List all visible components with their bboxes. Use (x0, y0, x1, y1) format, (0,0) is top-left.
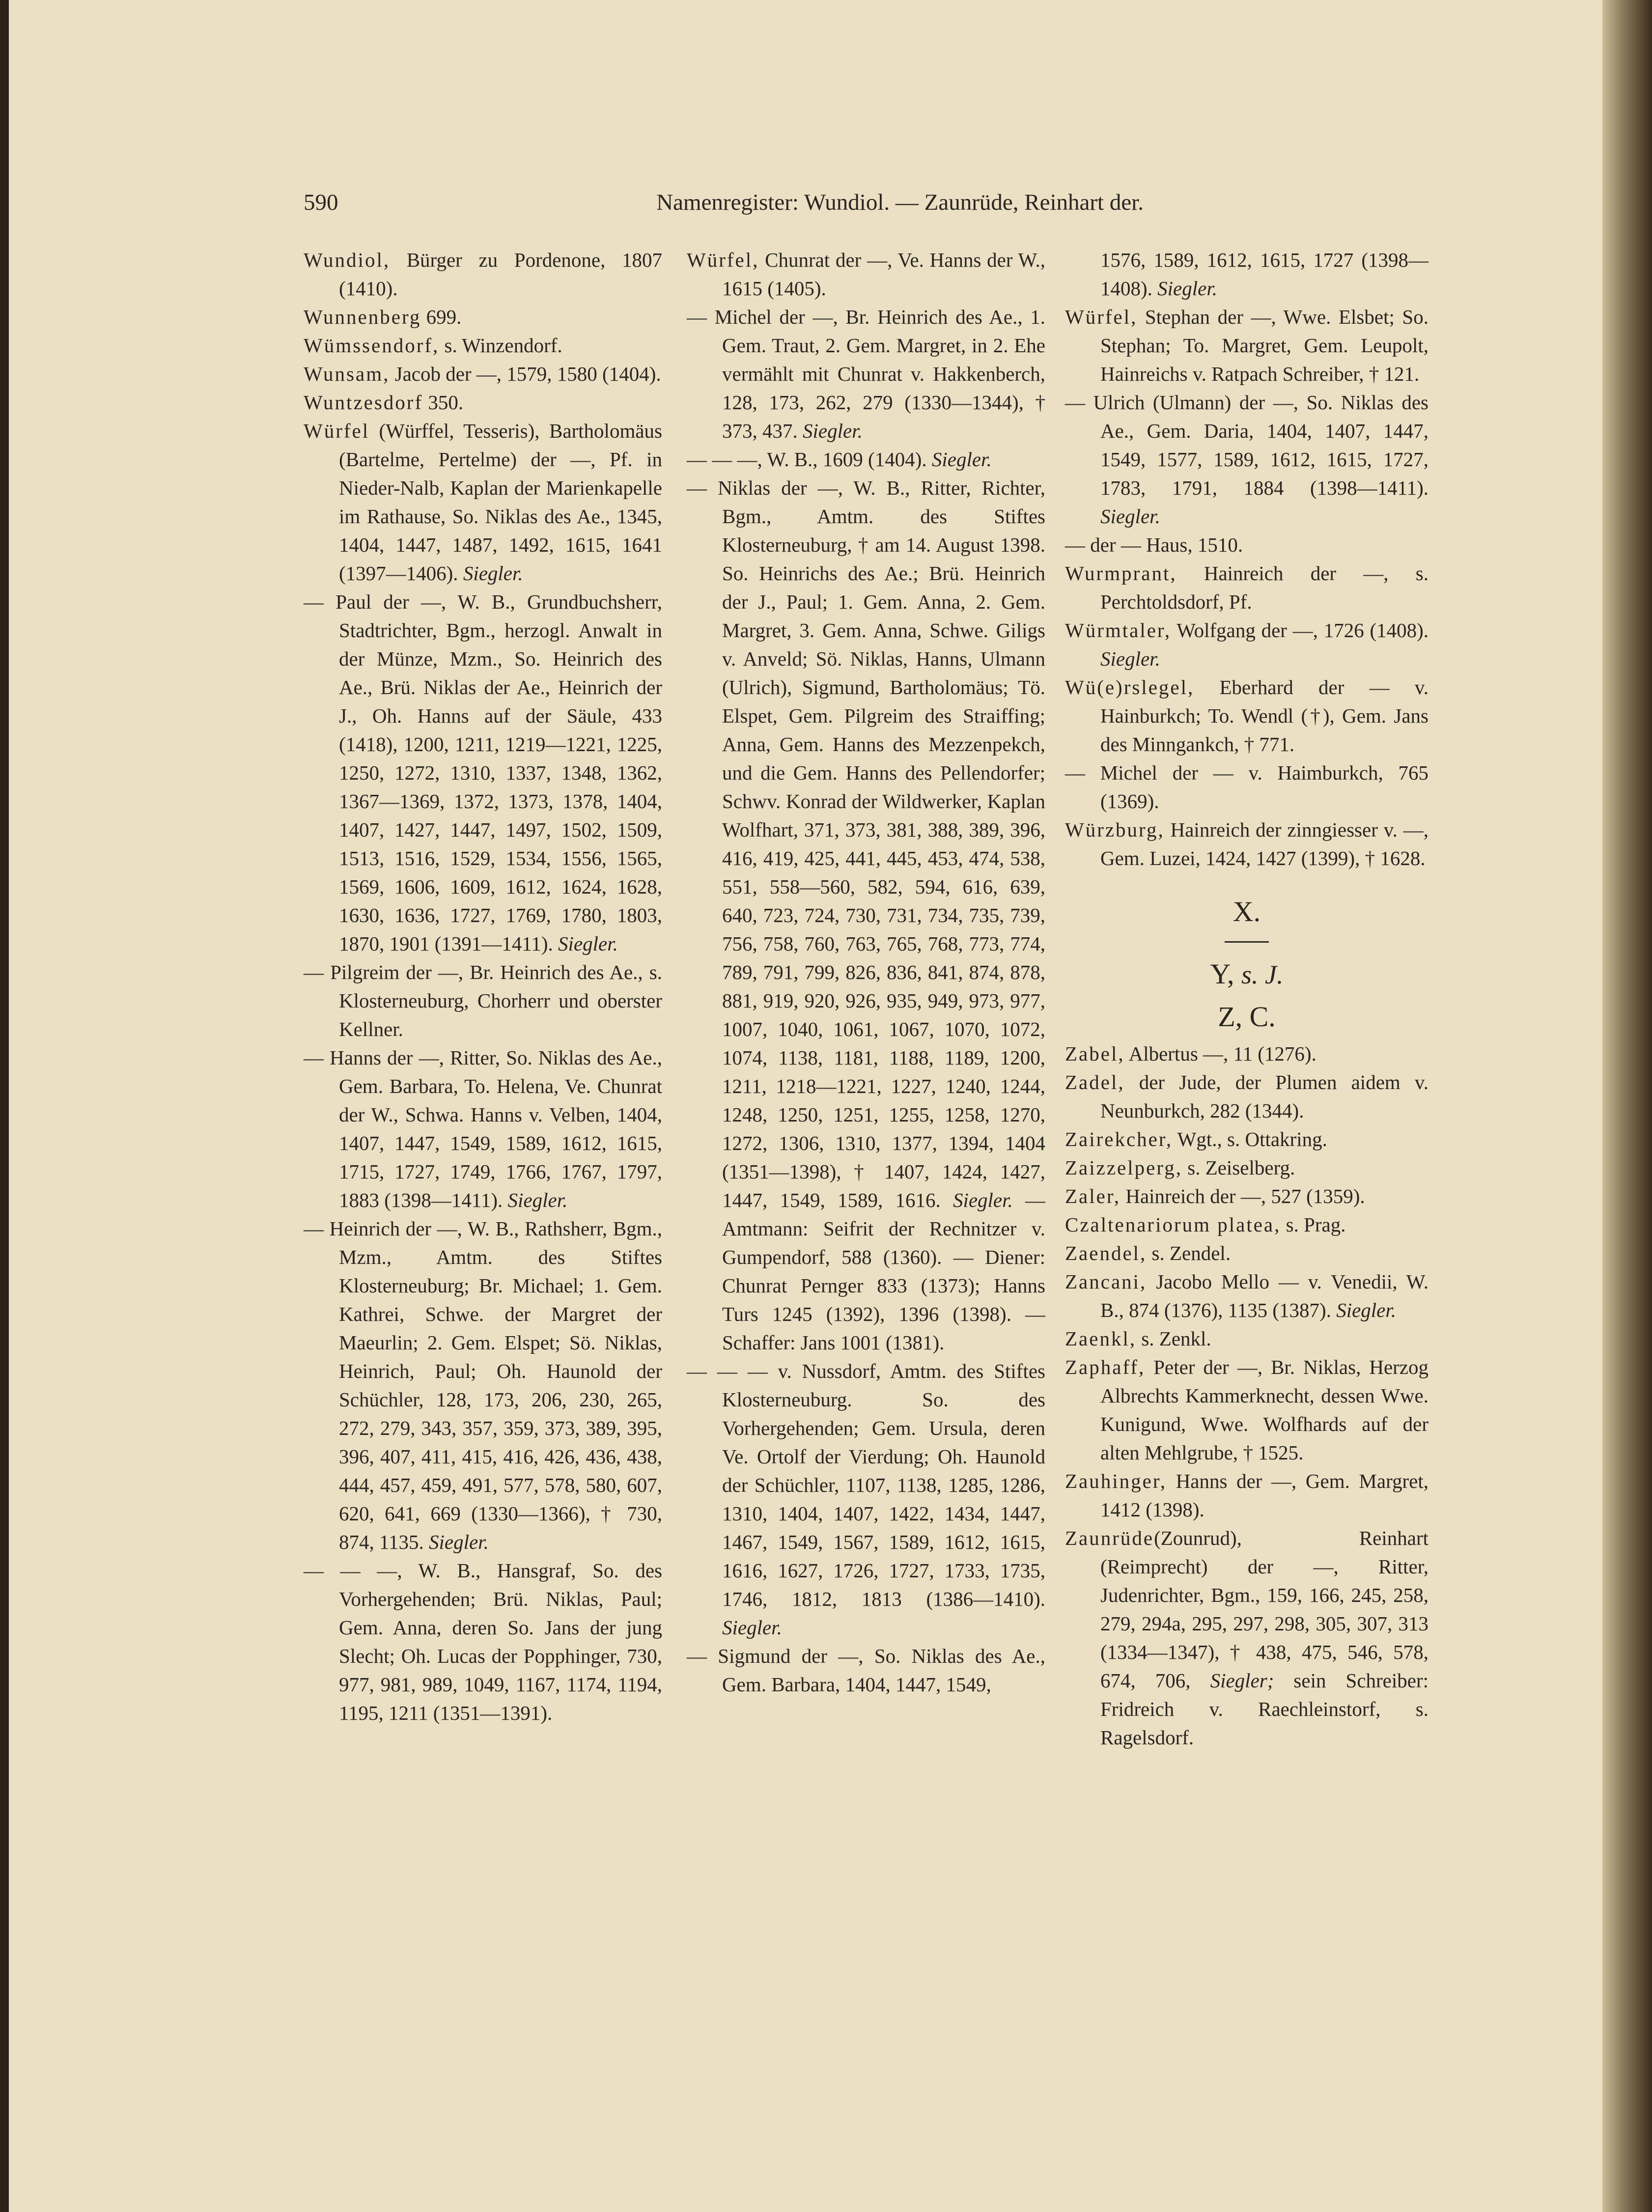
running-head: Namenregister: Wundiol. — Zaunrüde, Reinhart der. (656, 190, 1144, 215)
index-entry-wuntzesdorf: Wuntzesdorf 350. (304, 391, 464, 414)
index-entry-wuerfel-michel: — Michel der —, Br. Heinrich des Ae., 1. Gem. Traut, 2. Gem. Margret, in 2. Ehe vermählt mit Chunrat v. Hakkenberch, 128, 173, 262, 279 (1330—1344), † 373, 437. Siegler. (687, 306, 1045, 442)
section-heading-z: Z, C. (1218, 1001, 1276, 1033)
index-entry-wuerslegel-michel: — Michel der — v. Haimburkch, 765 (1369). (1065, 761, 1428, 812)
book-spine-edge (1602, 0, 1652, 2212)
index-entry-wuerfel-ulrich: — Ulrich (Ulmann) der —, So. Niklas des Ae., Gem. Daria, 1404, 1407, 1447, 1549, 1577, 1589, 1612, 1615, 1727, 1783, 1791, 1884 (1398—1411). Siegler. (1065, 391, 1428, 528)
index-entry-wunnenberg: Wunnenberg 699. (304, 306, 462, 328)
index-entry-zaendel: Zaendel, s. Zendel. (1065, 1242, 1231, 1264)
index-entry-wuerfel-heinrich: — Heinrich der —, W. B., Rathsherr, Bgm., Mzm., Amtm. des Stiftes Klosterneuburg; Br. Michael; 1. Gem. Kathrei, Schwe. der Margret der Maeurlin; 2. Gem. Elspet; Sö. Niklas, Heinrich, Paul; Oh. Haunold der Schüchler, 128, 173, 206, 230, 265, 272, 279, 343, 357, 359, 373, 389, 395, 396, 407, 411, 415, 416, 426, 436, 438, 444, 457, 459, 491, 577, 578, 580, 607, 620, 641, 669 (1330—1366), † 730, 874, 1135. Siegler. (304, 1217, 662, 1553)
index-entry-zaunruede: Zaunrüde(Zounrud), Reinhart (Reimprecht) der —, Ritter, Judenrichter, Bgm., 159, 166, 245, 258, 279, 294a, 295, 297, 298, 305, 307, 313 (1334—1347), † 438, 475, 546, 578, 674, 706, Siegler; sein Schreiber: Fridreich v. Raechleinstorf, s. Ragelsdorf. (1065, 1527, 1429, 1749)
section-rule (1225, 941, 1269, 943)
index-entry-wuerfel-stephan: Würfel, Stephan der —, Wwe. Elsbet; So. Stephan; To. Margret, Gem. Leupolt, Hainreichs v. Ratpach Schreiber, † 121. (1065, 306, 1428, 385)
index-entry-czaltenariorum: Czaltenariorum platea, s. Prag. (1065, 1213, 1346, 1236)
page-header (304, 189, 1144, 228)
index-entry-wuerfel-sigmund-cont: 1576, 1589, 1612, 1615, 1727 (1398—1408). Siegler. (1100, 249, 1428, 300)
index-entry-wuerfel-pilgreim: — Pilgreim der —, Br. Heinrich des Ae., s. Klosterneuburg, Chorherr und oberster Kellner. (304, 961, 662, 1040)
index-entry-zadel: Zadel, der Jude, der Plumen aidem v. Neunburkch, 282 (1344). (1065, 1071, 1428, 1122)
section-heading-x: X. (1232, 896, 1261, 927)
book-page (9, 0, 1615, 2212)
index-entry-wuerfel-niklas: — Niklas der —, W. B., Ritter, Richter, Bgm., Amtm. des Stiftes Klosterneuburg, † am 14. August 1398. So. Heinrichs des Ae.; Brü. Heinrich der J., Paul; 1. Gem. Anna, 2. Gem. Margret, 3. Gem. Anna, Schwe. Giligs v. Anveld; Sö. Niklas, Hanns, Ulmann (Ulrich), Sigmund, Bartholomäus; Tö. Elspet, Gem. Pilgreim des Straiffing; Anna, Gem. Hanns des Mezzenpekch, und die Gem. Hanns des Pellendorfer; Schwv. Konrad der Wildwerker, Kaplan Wolfhart, 371, 373, 381, 388, 389, 396, 416, 419, 425, 441, 445, 453, 474, 538, 551, 558—560, 582, 594, 616, 639, 640, 723, 724, 730, 731, 734, 735, 739, 756, 758, 760, 763, 765, 768, 773, 774, 789, 791, 799, 826, 836, 841, 874, 878, 881, 919, 920, 926, 935, 949, 973, 977, 1007, 1040, 1061, 1067, 1070, 1072, 1074, 1138, 1181, 1188, 1189, 1200, 1211, 1218—1221, 1227, 1240, 1244, 1248, 1250, 1251, 1255, 1258, 1270, 1272, 1306, 1310, 1377, 1394, 1404 (1351—1398), † 1407, 1424, 1427, 1447, 1549, 1589, 1616. Siegler. — Amtmann: Seifrit der Rechnitzer v. Gumpendorf, 588 (1360). — Diener: Chunrat Pernger 833 (1373); Hanns Turs 1245 (1392), 1396 (1398). — Schaffer: Jans 1001 (1381). (687, 476, 1046, 1354)
index-entry-wunsam: Wunsam, Jacob der —, 1579, 1580 (1404). (304, 363, 661, 385)
index-column-1 (304, 246, 662, 1727)
index-entry-wuerzburg: Würzburg, Hainreich der zinngiesser v. —, Gem. Luzei, 1424, 1427 (1399), † 1628. (1065, 818, 1428, 869)
index-column-2 (687, 246, 1045, 1699)
index-entry-wuerfel-paul: — Paul der —, W. B., Grundbuchsherr, Stadtrichter, Bgm., herzogl. Anwalt in der Münze, Mzm., So. Heinrich des Ae., Brü. Niklas der Ae., Heinrich der J., Oh. Hanns auf der Säule, 433 (1418), 1200, 1211, 1219—1221, 1225, 1250, 1272, 1310, 1337, 1348, 1362, 1367—1369, 1372, 1373, 1378, 1404, 1407, 1427, 1447, 1497, 1502, 1509, 1513, 1516, 1529, 1534, 1556, 1565, 1569, 1606, 1609, 1612, 1624, 1628, 1630, 1636, 1727, 1769, 1780, 1803, 1870, 1901 (1391—1411). Siegler. (304, 590, 662, 955)
index-entry-zaizzelperg: Zaizzelperg, s. Zeiselberg. (1065, 1156, 1295, 1179)
index-entry-wurmprant: Wurmprant, Hainreich der —, s. Perchtoldsdorf, Pf. (1065, 562, 1428, 613)
index-entry-wuerslegel: Wü(e)rslegel, Eberhard der — v. Hainburkch; To. Wendl (†), Gem. Jans des Minngankch, † 771. (1065, 676, 1428, 756)
index-entry-zairekcher: Zairekcher, Wgt., s. Ottakring. (1065, 1128, 1327, 1150)
index-entry-wundiol: Wundiol, Bürger zu Pordenone, 1807 (1410). (304, 249, 662, 300)
index-entry-wuerfel-bartholomaeus: Würfel (Würffel, Tesseris), Bartholomäus (Bartelme, Pertelme) der —, Pf. in Nieder-Nalb, Kaplan der Marienkapelle im Rathause, So. Niklas des Ae., 1345, 1404, 1447, 1487, 1492, 1615, 1641 (1397—1406). Siegler. (304, 420, 662, 585)
index-entry-wuerfel-sigmund: — Sigmund der —, So. Niklas des Ae., Gem. Barbara, 1404, 1447, 1549, (687, 1645, 1045, 1696)
index-entry-zaler: Zaler, Hainreich der —, 527 (1359). (1065, 1185, 1365, 1207)
page-number: 590 (304, 190, 338, 215)
index-entry-wuerfel-chunrat: Würfel, Chunrat der —, Ve. Hanns der W., 1615 (1405). (687, 249, 1045, 300)
index-entry-wuerfel-michel-wb: — — —, W. B., 1609 (1404). Siegler. (687, 448, 992, 471)
index-entry-zabel: Zabel, Albertus —, 11 (1276). (1065, 1042, 1316, 1065)
index-entry-zaenkl: Zaenkl, s. Zenkl. (1065, 1327, 1211, 1350)
section-heading-y: Y, s. J. (1210, 958, 1284, 990)
index-entry-wuermtaler: Würmtaler, Wolfgang der —, 1726 (1408). Siegler. (1065, 619, 1428, 670)
index-entry-wuemssendorf: Wümssendorf, s. Winzendorf. (304, 334, 562, 357)
index-entry-wuerfel-heinrich-son: — — —, W. B., Hansgraf, So. des Vorhergehenden; Brü. Niklas, Paul; Gem. Anna, deren So. Jans der jung Slecht; Oh. Lucas der Popphinger, 730, 977, 981, 989, 1049, 1167, 1174, 1194, 1195, 1211 (1351—1391). (304, 1559, 662, 1724)
index-entry-zancani: Zancani, Jacobo Mello — v. Venedii, W. B., 874 (1376), 1135 (1387). Siegler. (1065, 1270, 1428, 1321)
index-entry-wuerfel-hanns: — Hanns der —, Ritter, So. Niklas des Ae., Gem. Barbara, To. Helena, Ve. Chunrat der W., Schwa. Hanns v. Velben, 1404, 1407, 1447, 1549, 1589, 1612, 1615, 1715, 1727, 1749, 1766, 1767, 1797, 1883 (1398—1411). Siegler. (304, 1046, 662, 1211)
index-entry-zaphaff: Zaphaff, Peter der —, Br. Niklas, Herzog Albrechts Kammerknecht, dessen Wwe. Kunigund, Wwe. Wolfhards auf der alten Mehlgrube, † 1525. (1065, 1356, 1428, 1464)
index-entry-wuerfel-haus: — der — Haus, 1510. (1065, 533, 1243, 556)
index-entry-wuerfel-niklas-nussdorf: — — — v. Nussdorf, Amtm. des Stiftes Klosterneuburg. So. des Vorhergehenden; Gem. Ursula, deren Ve. Ortolf der Vierdung; Oh. Haunold der Schüchler, 1107, 1138, 1285, 1286, 1310, 1404, 1407, 1422, 1434, 1447, 1467, 1549, 1567, 1589, 1612, 1615, 1616, 1627, 1726, 1727, 1733, 1735, 1746, 1812, 1813 (1386—1410). Siegler. (687, 1360, 1045, 1639)
index-entry-zauhinger: Zauhinger, Hanns der —, Gem. Margret, 1412 (1398). (1065, 1470, 1428, 1521)
index-column-3 (1065, 246, 1428, 1752)
